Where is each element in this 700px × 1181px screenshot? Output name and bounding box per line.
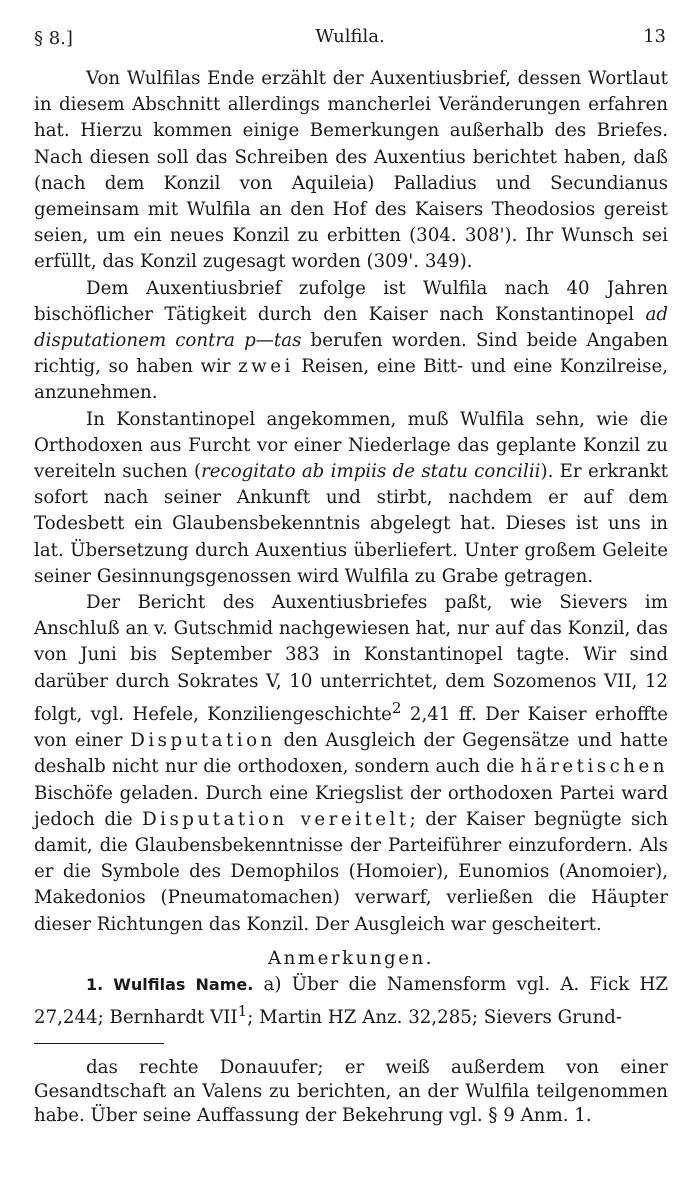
- emphasis-spaced: häretischen: [520, 756, 668, 778]
- text-run: Bischöfe geladen. Durch eine Kriegslist der orthodoxen Partei ward jedoch die: [34, 782, 668, 830]
- paragraph-2: [34, 276, 668, 407]
- emphasis-spaced: zwei: [238, 356, 294, 378]
- running-header: [34, 26, 666, 50]
- note-label: 1. Wulfilas Name.: [86, 974, 254, 994]
- latin-quote: ad disputationem contra p—tas: [34, 303, 668, 352]
- text-run: berufen worden. Sind beide Angaben richtig, so haben wir: [34, 330, 668, 378]
- text-run: ). Er erkrankt sofort nach seiner Ankunft und stirbt, nachdem er auf dem Todesbett ein Glaubensbekenntnis abgelegt hat. Dieses ist uns in lat. Übersetzung durch Auxentius überliefert. Unter großem Geleite seiner Gesinnungsgenossen wird Wulfila zu Grabe getragen.: [34, 461, 668, 587]
- note-1: [34, 972, 668, 1031]
- text-run: ; der Kaiser begnügte sich damit, die Glaubensbekenntnisse der Parteiführer einzufordern. Als er die Symbole des Demophilos (Homoier), Eunomios (Anomoier), Makedonios (Pneumatomachen) verwarf, verließen die Häupter dieser Richtungen das Konzil. Der Ausgleich war gescheitert.: [34, 808, 668, 935]
- emphasis-spaced: Disputation vereitelt: [142, 808, 410, 830]
- paragraph-1: Von Wulfilas Ende erzählt der Auxentiusbrief, dessen Wortlaut in diesem Abschnitt allerdings mancherlei Veränderungen erfahren hat. Hierzu kommen einige Bemerkungen außerhalb des Briefes. Nach diesen soll das Schreiben des Auxentius berichtet haben, daß (nach dem Konzil von Aquileia) Palladius und Secundianus gemeinsam mit Wulfila an den Hof des Kaisers Theodosios gereist seien, um ein neues Konzil zu erbitten (304. 308'). Ihr Wunsch sei erfüllt, das Konzil zugesagt worden (309'. 349).: [34, 68, 668, 273]
- text-run: Dem Auxentiusbrief zufolge ist Wulfila nach 40 Jahren bischöflicher Tätigkeit durch den Kaiser nach Konstantinopel: [34, 277, 668, 325]
- text-run: Reisen, eine Bitt- und eine Konzilreise, anzunehmen.: [34, 356, 669, 404]
- main-text: [34, 66, 668, 1128]
- page-number: 13: [643, 26, 666, 47]
- running-title: Wulfila.: [315, 26, 385, 47]
- superscript: 2: [391, 698, 402, 717]
- text-run: Der Bericht des Auxentiusbriefes paßt, wie Sievers im Anschluß an v. Gutschmid nachgewiesen hat, nur auf das Konzil, das von Juni bis September 383 in Konstantinopel tagte. Wir sind darüber durch Sokrates V, 10 unterrichtet, dem Sozomenos VII, 12 folgt, vgl. Hefele, Konziliengeschichte: [34, 592, 668, 725]
- notes-heading: Anmerkungen.: [268, 947, 434, 969]
- emphasis-spaced: Disputation: [130, 730, 276, 752]
- text-run: In Konstantinopel angekommen, muß Wulfila sehn, wie die Orthodoxen aus Furcht vor einer Niederlage das geplante Konzil zu vereiteln suchen (: [34, 408, 668, 483]
- superscript: 1: [237, 1002, 248, 1021]
- footnote-divider: [34, 1043, 164, 1044]
- text-run: ; Martin HZ Anz. 32,285; Sievers Grund-: [247, 1007, 623, 1029]
- paragraph-4: [34, 590, 668, 938]
- paragraph-3: [34, 407, 668, 590]
- text-run: 2,41 ff. Der Kaiser erhoffte von einer: [34, 703, 668, 752]
- section-marker: § 8.]: [34, 28, 73, 49]
- text-run: den Ausgleich der Gegensätze und hatte deshalb nicht nur die orthodoxen, sondern auch die: [34, 730, 668, 778]
- latin-quote: recogitato ab impiis de statu concilii: [201, 461, 541, 483]
- text-run: a) Über die Namensform vgl. A. Fick HZ 27,244; Bernhardt VII: [34, 973, 668, 1029]
- footnote: das rechte Donauufer; er weiß außerdem von einer Gesandtschaft an Valens zu berichten, an der Wulfila teilgenommen habe. Über seine Auffassung der Bekehrung vgl. § 9 Anm. 1.: [34, 1057, 668, 1127]
